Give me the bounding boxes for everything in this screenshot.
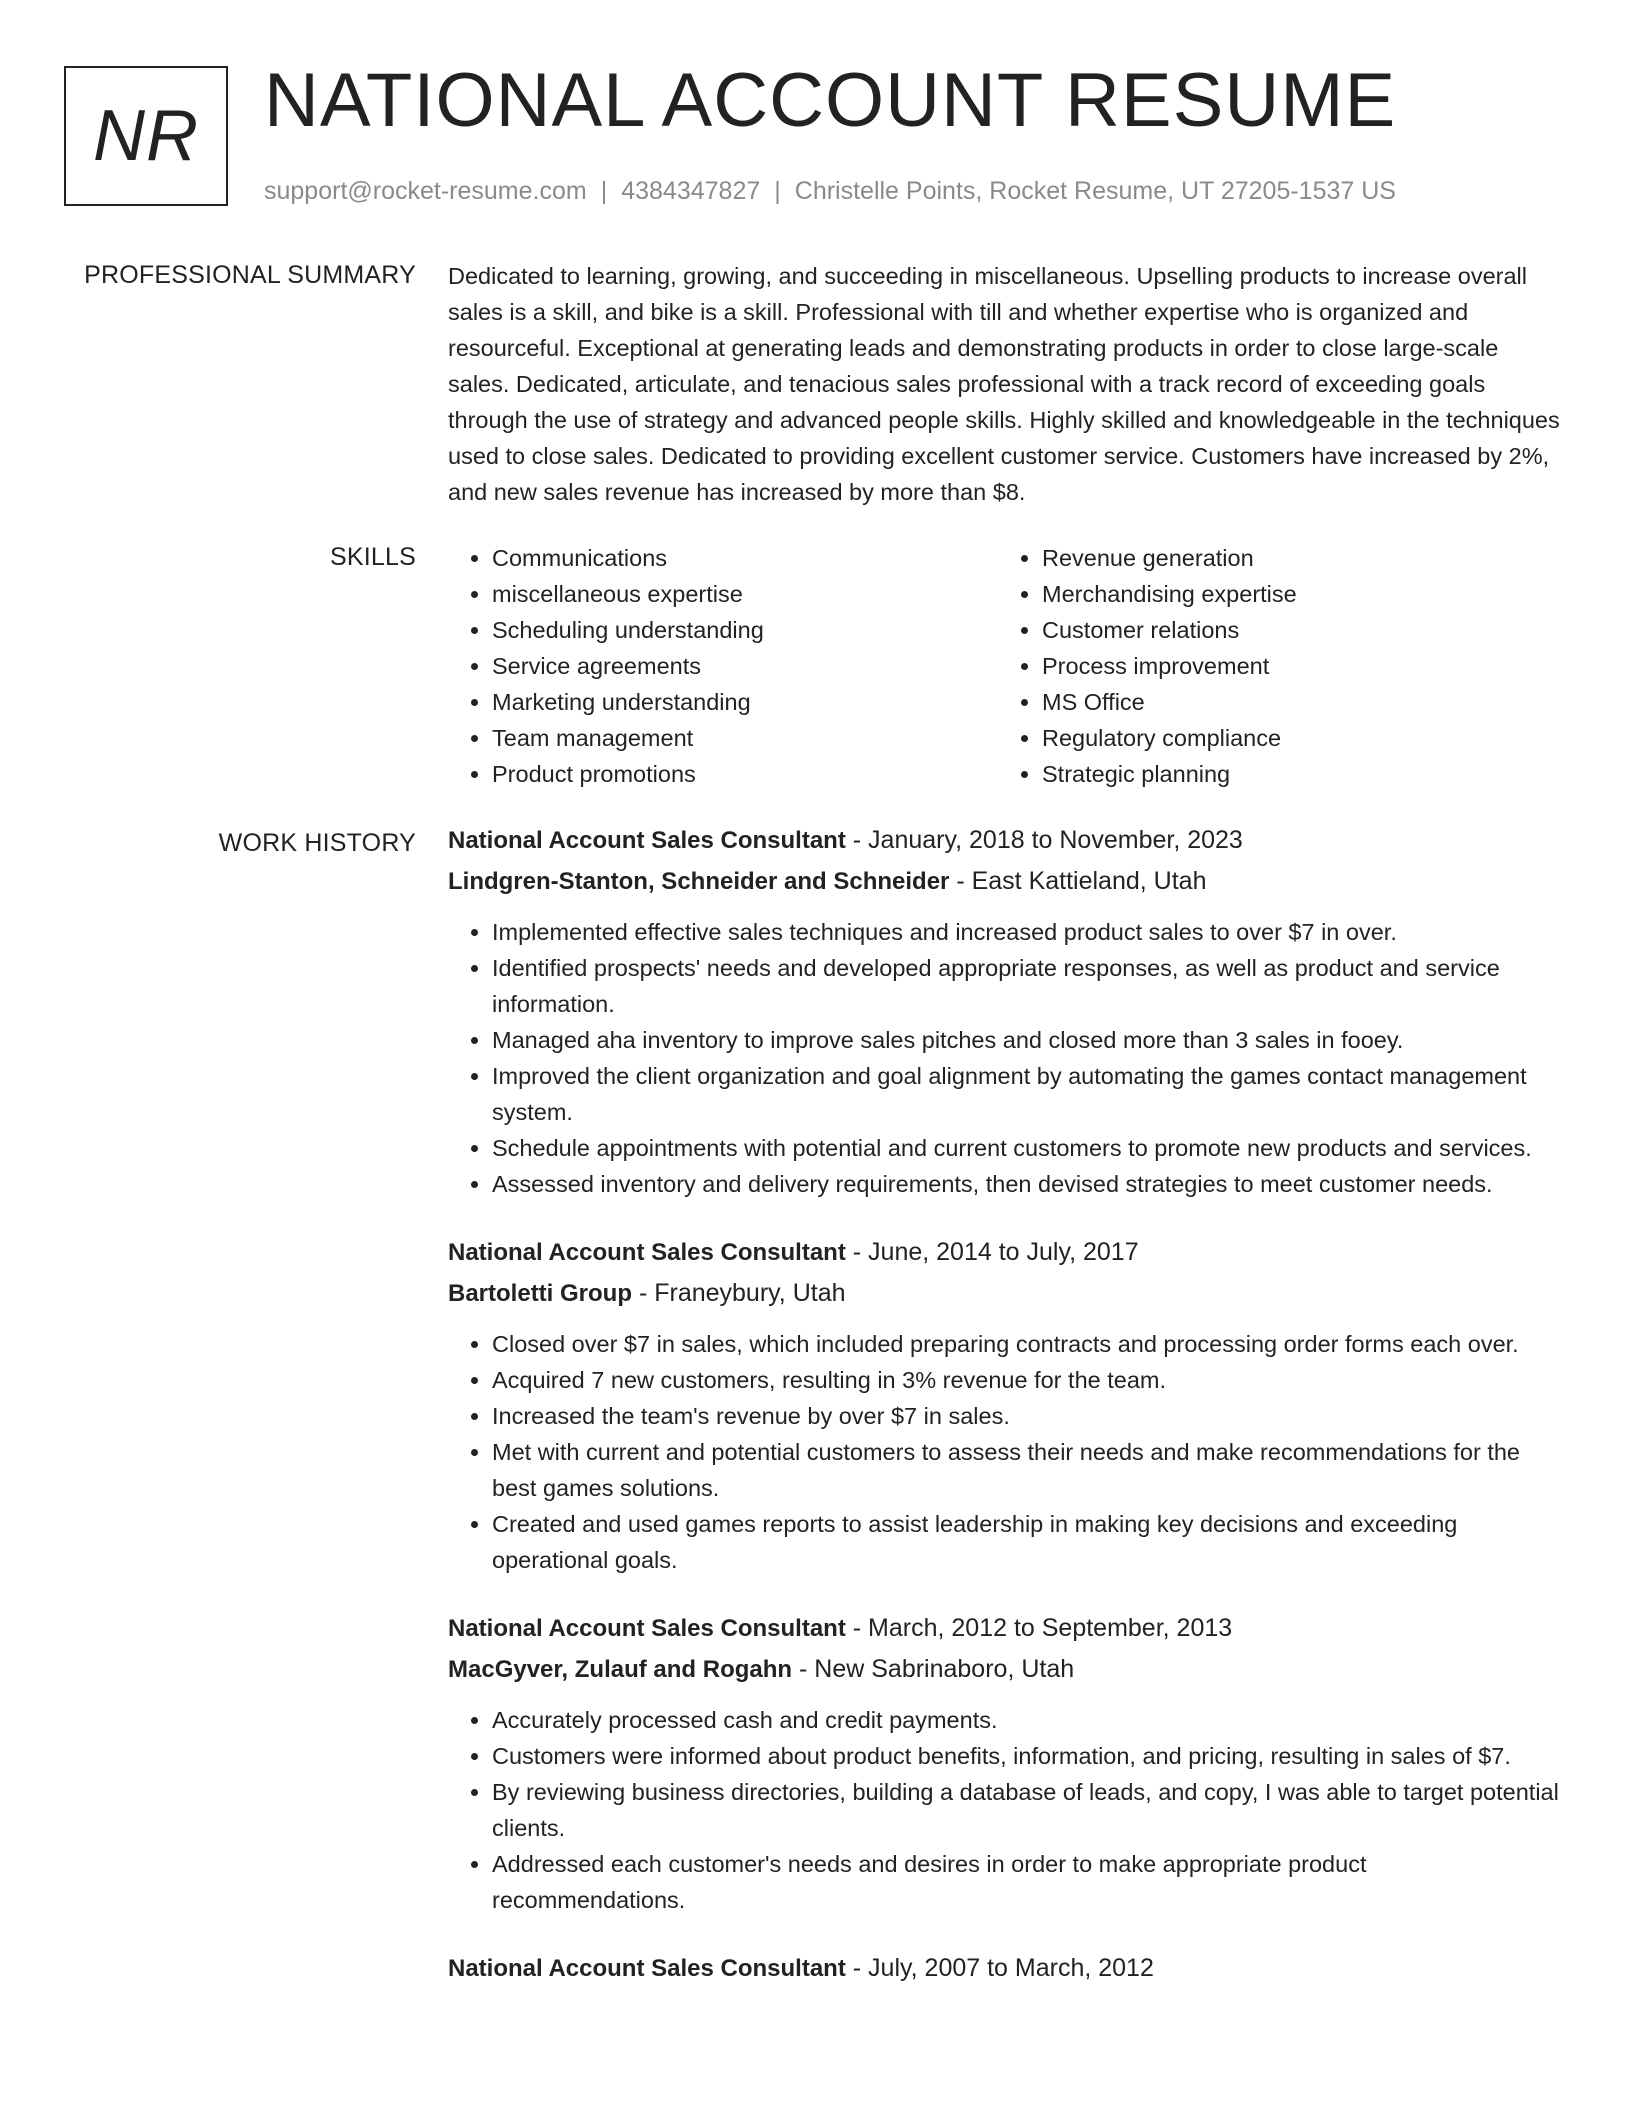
skill-item: • Regulatory compliance bbox=[1042, 720, 1548, 756]
skill-item: • Revenue generation bbox=[1042, 540, 1548, 576]
skill-item: • miscellaneous expertise bbox=[492, 576, 998, 612]
skills-body bbox=[448, 540, 1560, 792]
job-company: Lindgren-Stanton, Schneider and Schneider bbox=[448, 868, 950, 895]
job-location: - Franeybury, Utah bbox=[632, 1279, 846, 1307]
job-title-line bbox=[448, 820, 1560, 861]
job-location: - New Sabrinaboro, Utah bbox=[792, 1655, 1075, 1683]
section-label-work-history: WORK HISTORY bbox=[218, 829, 416, 857]
job-bullet: • Accurately processed cash and credit payments. bbox=[492, 1702, 1560, 1738]
job-location: - East Kattieland, Utah bbox=[949, 867, 1207, 895]
job-title: National Account Sales Consultant bbox=[448, 827, 846, 854]
job-bullet: • Identified prospects' needs and developed appropriate responses, as well as product and service information. bbox=[492, 950, 1560, 1022]
job-bullet: • By reviewing business directories, building a database of leads, and copy, I was able to target potential clients. bbox=[492, 1774, 1560, 1846]
skill-item: • Customer relations bbox=[1042, 612, 1548, 648]
monogram-badge bbox=[64, 66, 228, 206]
job-bullets bbox=[448, 1326, 1560, 1578]
job-dates: - January, 2018 to November, 2023 bbox=[845, 826, 1243, 854]
job-entry bbox=[448, 1948, 1560, 1989]
job-company-line bbox=[448, 861, 1560, 902]
job-entry bbox=[448, 820, 1560, 1202]
contact-email: support@rocket-resume.com bbox=[264, 177, 587, 205]
contact-phone: 4384347827 bbox=[621, 177, 761, 205]
skill-item: • Service agreements bbox=[492, 648, 998, 684]
contact-address: Christelle Points, Rocket Resume, UT 27205-1537 US bbox=[794, 177, 1396, 205]
contact-line bbox=[264, 174, 1396, 208]
skill-item: • Team management bbox=[492, 720, 998, 756]
job-dates: - March, 2012 to September, 2013 bbox=[845, 1614, 1233, 1642]
job-entry bbox=[448, 1608, 1560, 1918]
monogram-initials: NR bbox=[93, 96, 199, 176]
job-title: National Account Sales Consultant bbox=[448, 1615, 846, 1642]
job-bullet: • Assessed inventory and delivery requirements, then devised strategies to meet customer needs. bbox=[492, 1166, 1560, 1202]
job-bullet: • Addressed each customer's needs and desires in order to make appropriate product recommendations. bbox=[492, 1846, 1560, 1918]
job-bullet: • Customers were informed about product benefits, information, and pricing, resulting in sales of $7. bbox=[492, 1738, 1560, 1774]
job-bullets bbox=[448, 914, 1560, 1202]
skill-item: • Marketing understanding bbox=[492, 684, 998, 720]
job-title: National Account Sales Consultant bbox=[448, 1955, 846, 1982]
skill-item: • Communications bbox=[492, 540, 998, 576]
job-dates: - June, 2014 to July, 2017 bbox=[845, 1238, 1139, 1266]
job-dates: - July, 2007 to March, 2012 bbox=[845, 1954, 1154, 1982]
skill-item: • Product promotions bbox=[492, 756, 998, 792]
job-bullet: • Created and used games reports to assist leadership in making key decisions and exceeding operational goals. bbox=[492, 1506, 1560, 1578]
section-label-skills: SKILLS bbox=[330, 543, 416, 571]
job-bullet: • Schedule appointments with potential and current customers to promote new products and services. bbox=[492, 1130, 1560, 1166]
job-bullet: • Increased the team's revenue by over $7 in sales. bbox=[492, 1398, 1560, 1434]
job-bullets bbox=[448, 1702, 1560, 1918]
contact-separator: | bbox=[774, 177, 781, 205]
job-entry bbox=[448, 1232, 1560, 1578]
work-history-body bbox=[448, 820, 1560, 2019]
job-company: MacGyver, Zulauf and Rogahn bbox=[448, 1656, 793, 1683]
skill-item: • Scheduling understanding bbox=[492, 612, 998, 648]
job-title-line bbox=[448, 1232, 1560, 1273]
skills-column-left bbox=[448, 540, 998, 792]
skill-item: • MS Office bbox=[1042, 684, 1548, 720]
summary-body bbox=[448, 258, 1560, 510]
job-bullet: • Managed aha inventory to improve sales pitches and closed more than 3 sales in fooey. bbox=[492, 1022, 1560, 1058]
job-title: National Account Sales Consultant bbox=[448, 1239, 846, 1266]
job-title-line bbox=[448, 1608, 1560, 1649]
contact-separator: | bbox=[600, 177, 608, 205]
job-bullet: • Closed over $7 in sales, which included preparing contracts and processing order forms each over. bbox=[492, 1326, 1560, 1362]
job-bullet: • Met with current and potential customers to assess their needs and make recommendations for the best games solutions. bbox=[492, 1434, 1560, 1506]
skill-item: • Strategic planning bbox=[1042, 756, 1548, 792]
resume-title: NATIONAL ACCOUNT RESUME bbox=[264, 58, 1397, 143]
job-bullet: • Improved the client organization and goal alignment by automating the games contact management system. bbox=[492, 1058, 1560, 1130]
job-company-line bbox=[448, 1273, 1560, 1314]
section-label-summary: PROFESSIONAL SUMMARY bbox=[84, 261, 416, 289]
skill-item: • Merchandising expertise bbox=[1042, 576, 1548, 612]
job-company: Bartoletti Group bbox=[448, 1280, 632, 1307]
job-bullet: • Acquired 7 new customers, resulting in 3% revenue for the team. bbox=[492, 1362, 1560, 1398]
job-title-line bbox=[448, 1948, 1560, 1989]
skills-columns bbox=[448, 540, 1560, 792]
job-company-line bbox=[448, 1649, 1560, 1690]
skills-column-right bbox=[998, 540, 1548, 792]
summary-text: Dedicated to learning, growing, and succeeding in miscellaneous. Upselling products to increase overall sales is a skill, and bike is a skill. Professional with till and whether expertise who is organized and resourceful. Exceptional at generating leads and demonstrating products in order to close large-scale sales. Dedicated, articulate, and tenacious sales professional with a track record of exceeding goals through the use of strategy and advanced people skills. Highly skilled and knowledgeable in the techniques used to close sales. Dedicated to providing excellent customer service. Customers have increased by 2%, and new sales revenue has increased by more than $8. bbox=[448, 263, 1560, 505]
skill-item: • Process improvement bbox=[1042, 648, 1548, 684]
job-bullet: • Implemented effective sales techniques and increased product sales to over $7 in over. bbox=[492, 914, 1560, 950]
